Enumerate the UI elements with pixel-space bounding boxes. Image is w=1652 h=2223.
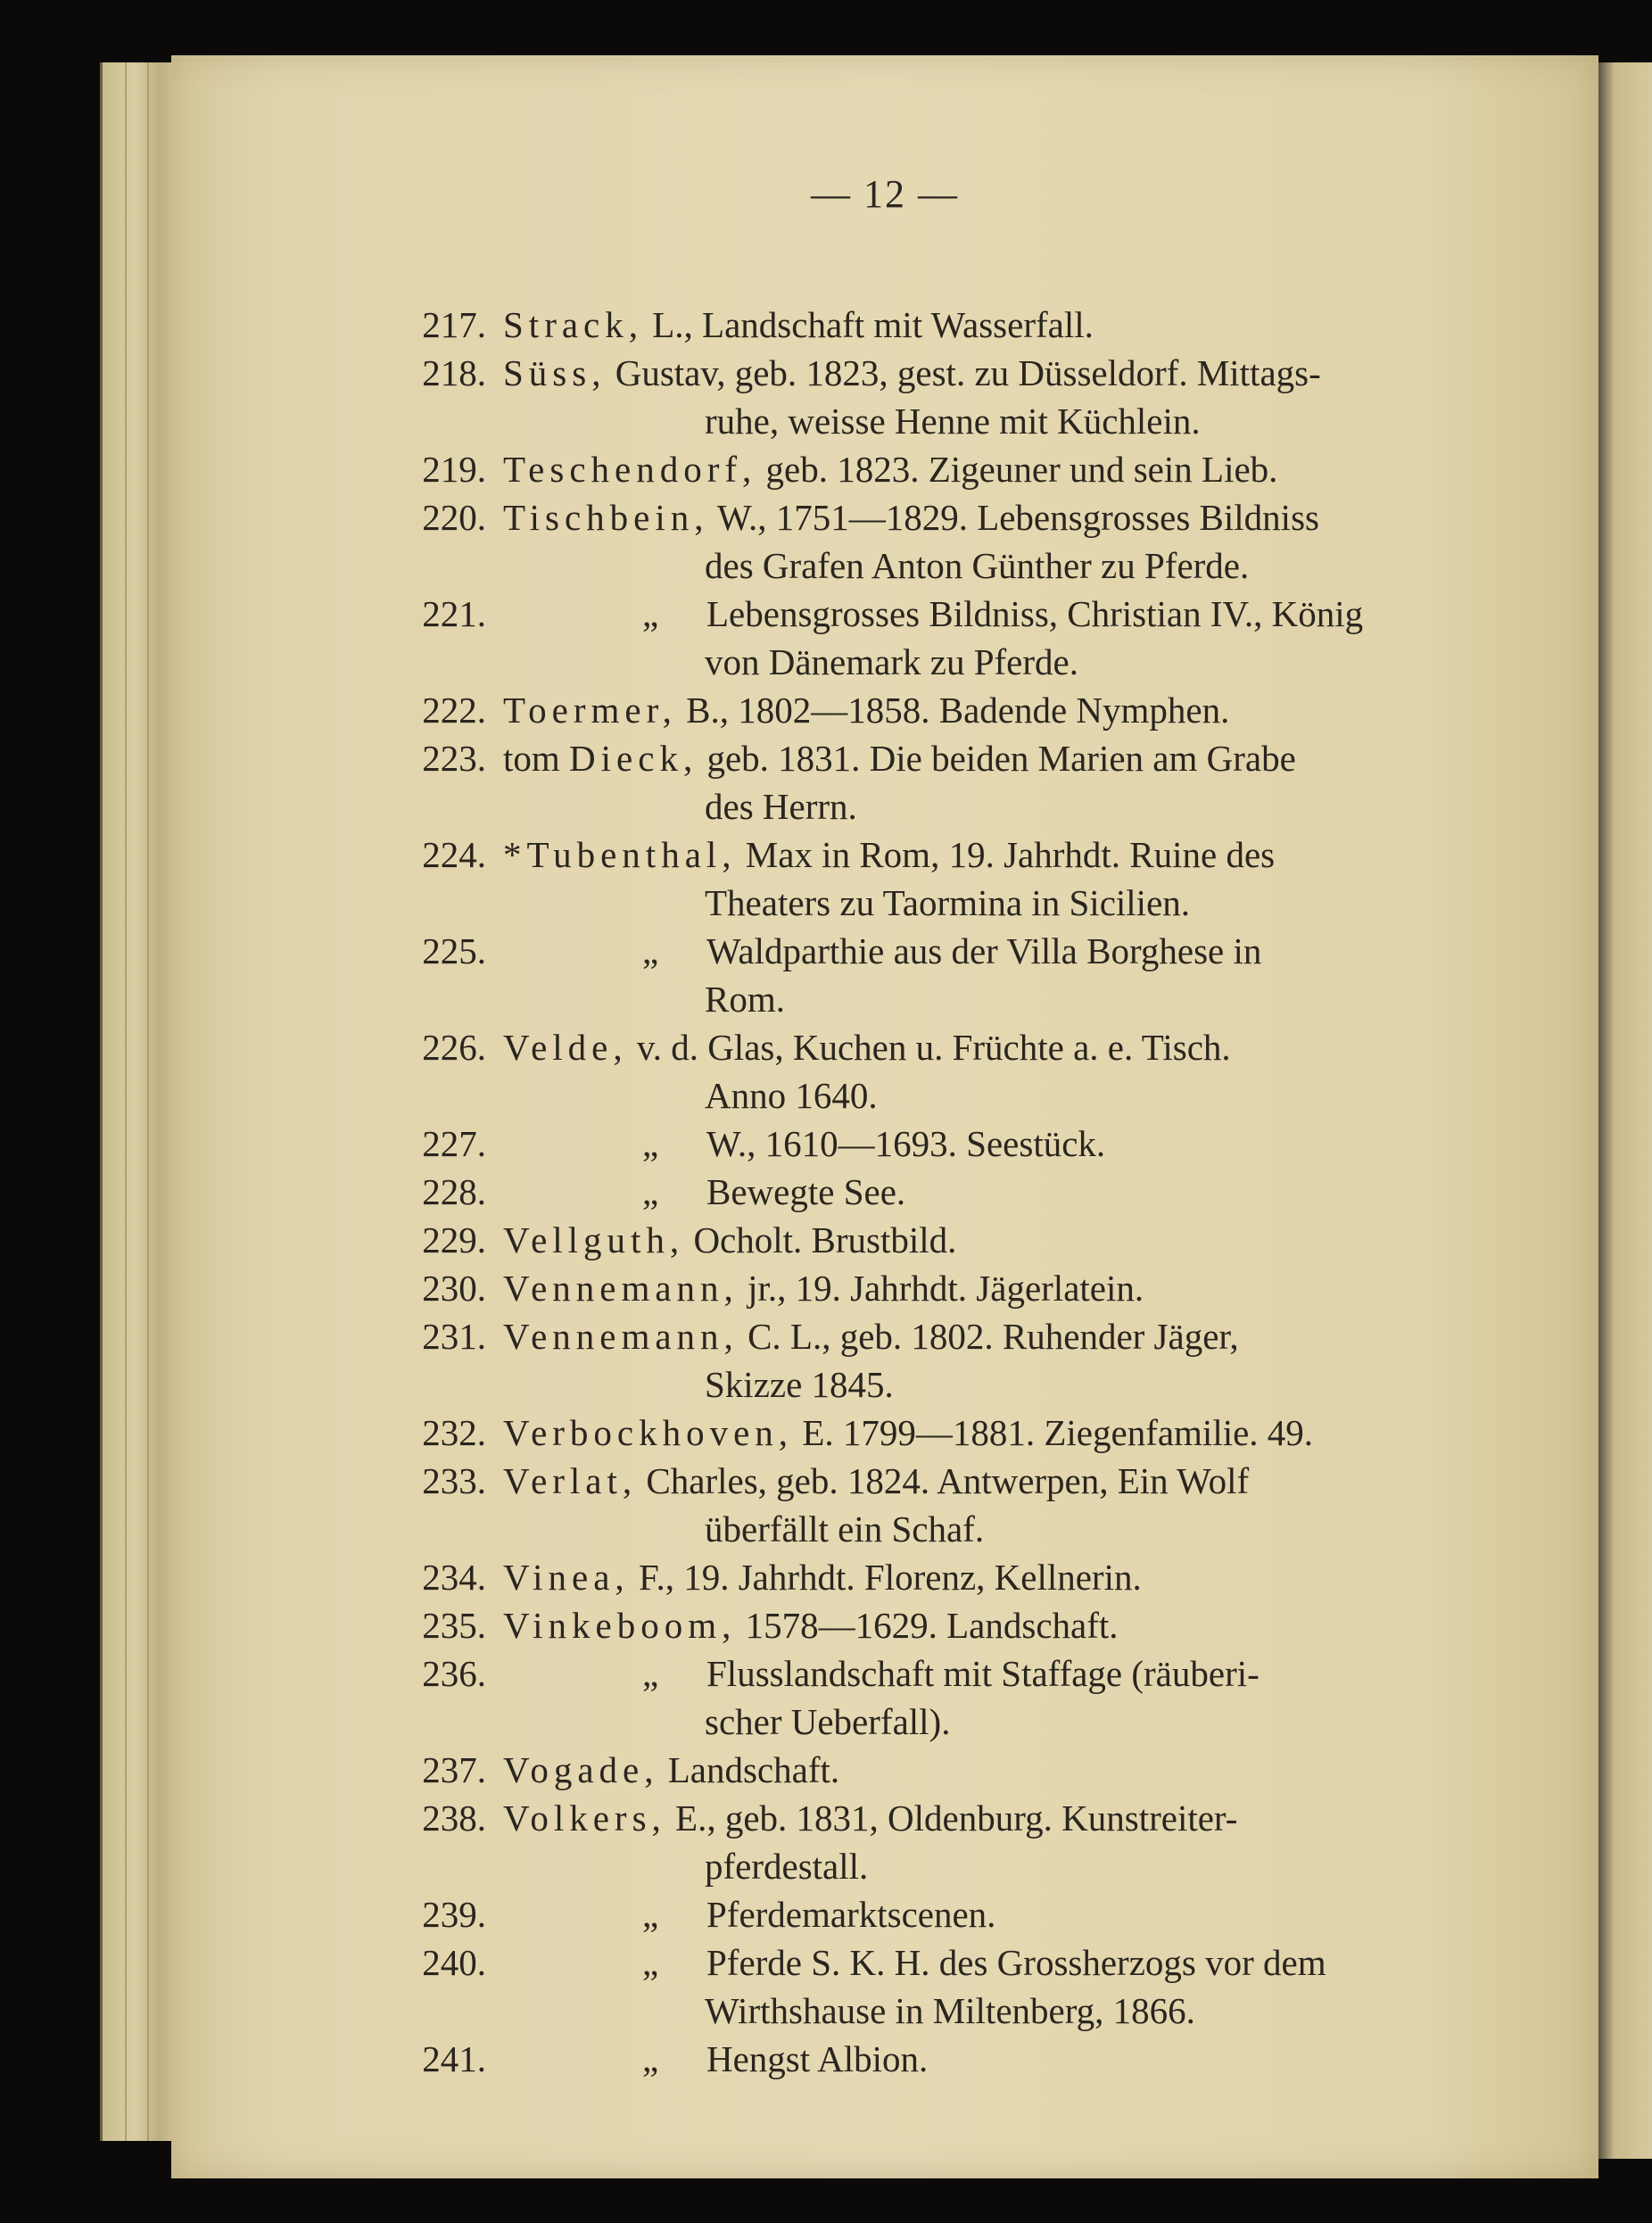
entry-continuation-line — [171, 782, 1598, 831]
entry-continuation-line — [171, 1842, 1598, 1890]
catalogue-entry — [171, 1649, 1598, 1746]
entry-text — [642, 1938, 1652, 1987]
artist-name: Tischbein, — [503, 497, 709, 538]
entry-continuation: Wirthshause in Miltenberg, 1866. — [705, 1990, 1195, 2031]
entry-text — [642, 1168, 1652, 1216]
artist-name: Teschendorf, — [503, 449, 757, 490]
artist-name: Vogade, — [503, 1749, 659, 1790]
entry-text — [642, 2035, 1652, 2083]
entry-continuation: des Herrn. — [705, 786, 857, 827]
entry-number: 229. — [422, 1219, 486, 1260]
catalogue-entry — [171, 927, 1598, 1023]
entry-description: Hengst Albion. — [706, 2038, 929, 2079]
entry-text — [503, 445, 1598, 493]
entry-number: 221. — [422, 593, 486, 634]
entry-number: 217. — [422, 304, 486, 345]
entry-line — [171, 590, 1598, 638]
entry-continuation-line — [171, 638, 1598, 686]
entry-text — [503, 734, 1598, 782]
entry-line — [171, 2035, 1598, 2083]
entry-continuation-line — [171, 541, 1598, 590]
entry-number: 222. — [422, 690, 486, 731]
entry-text — [503, 1457, 1598, 1505]
entry-description: Pferde S. K. H. des Grossherzogs vor dem — [706, 1942, 1326, 1983]
entry-description: jr., 19. Jahrhdt. Jägerlatein. — [738, 1268, 1144, 1309]
entry-description: Gustav, geb. 1823, gest. zu Düsseldorf. Mittags- — [606, 352, 1321, 393]
entry-number: 234. — [422, 1557, 486, 1598]
entry-description: Flusslandschaft mit Staffage (räuberi- — [706, 1653, 1260, 1694]
page-edge-line — [147, 62, 149, 2141]
entry-line — [171, 1457, 1598, 1505]
entry-continuation: ruhe, weisse Henne mit Küchlein. — [705, 401, 1201, 442]
artist-name: *Tubenthal, — [503, 834, 737, 875]
entry-description: C. L., geb. 1802. Ruhender Jäger, — [738, 1316, 1239, 1357]
entry-description: Waldparthie aus der Villa Borghese in — [706, 930, 1262, 971]
catalogue-entry — [171, 1457, 1598, 1553]
catalogue-entry — [171, 1120, 1598, 1168]
entry-line — [171, 445, 1598, 493]
entry-line — [171, 686, 1598, 734]
ditto-mark: „ — [642, 1894, 659, 1935]
entry-text — [503, 493, 1598, 541]
entry-number: 237. — [422, 1749, 486, 1790]
entry-number: 224. — [422, 834, 486, 875]
ditto-mark: „ — [642, 1653, 659, 1694]
entry-description: Bewegte See. — [706, 1171, 906, 1212]
entry-number: 235. — [422, 1605, 486, 1646]
entry-description: geb. 1823. Zigeuner und sein Lieb. — [756, 449, 1278, 490]
ditto-mark: „ — [642, 1123, 659, 1164]
entry-text — [642, 1890, 1652, 1938]
entry-description: E. 1799—1881. Ziegenfamilie. 49. — [793, 1412, 1314, 1453]
entry-line — [171, 1120, 1598, 1168]
entry-text — [503, 686, 1598, 734]
entry-text — [642, 927, 1652, 975]
entry-line — [171, 1409, 1598, 1457]
entry-description: E., geb. 1831, Oldenburg. Kunstreiter- — [665, 1797, 1238, 1839]
entry-text — [642, 590, 1652, 638]
entry-line — [171, 831, 1598, 879]
catalogue-entry — [171, 349, 1598, 445]
entry-line — [171, 1023, 1598, 1071]
entry-text — [503, 1264, 1598, 1312]
catalogue-entry — [171, 590, 1598, 686]
entry-continuation: pferdestall. — [705, 1846, 869, 1887]
entry-text — [503, 1023, 1598, 1071]
entry-text — [503, 1216, 1598, 1264]
entry-line — [171, 1553, 1598, 1601]
entry-line — [171, 1168, 1598, 1216]
catalogue-entry — [171, 445, 1598, 493]
entry-description: Max in Rom, 19. Jahrhdt. Ruine des — [736, 834, 1276, 875]
entry-continuation: überfällt ein Schaf. — [705, 1508, 985, 1549]
artist-name: Vinkeboom, — [503, 1605, 737, 1646]
catalogue-entry — [171, 1601, 1598, 1649]
artist-name: Süss, — [503, 352, 607, 393]
entry-number: 236. — [422, 1653, 486, 1694]
entry-line — [171, 927, 1598, 975]
entry-text — [642, 1120, 1652, 1168]
entry-line — [171, 1746, 1598, 1794]
entry-continuation-line — [171, 1505, 1598, 1553]
artist-name: Dieck, — [569, 738, 698, 779]
catalogue-entry — [171, 493, 1598, 590]
entry-continuation-line — [171, 1698, 1598, 1746]
entry-number: 232. — [422, 1412, 486, 1453]
entry-line — [171, 734, 1598, 782]
ditto-mark: „ — [642, 1171, 659, 1212]
artist-name: Volkers, — [503, 1797, 666, 1839]
entry-description: Lebensgrosses Bildniss, Christian IV., König — [706, 593, 1364, 634]
entry-continuation: Rom. — [705, 979, 785, 1020]
entry-number: 223. — [422, 738, 486, 779]
entry-continuation: Theaters zu Taormina in Sicilien. — [705, 882, 1191, 923]
entry-text — [503, 301, 1598, 349]
entry-number: 227. — [422, 1123, 486, 1164]
artist-name: Vinea, — [503, 1557, 630, 1598]
catalogue-entry — [171, 831, 1598, 927]
entry-description: Landschaft. — [658, 1749, 840, 1790]
catalogue-entry — [171, 734, 1598, 831]
entry-text — [503, 1553, 1598, 1601]
artist-name: Velde, — [503, 1027, 628, 1068]
entry-number: 240. — [422, 1942, 486, 1983]
entry-line — [171, 1938, 1598, 1987]
entry-number: 239. — [422, 1894, 486, 1935]
entry-continuation-line — [171, 1987, 1598, 2035]
entry-number: 233. — [422, 1460, 486, 1501]
artist-name: Verbockhoven, — [503, 1412, 794, 1453]
catalogue-entry — [171, 1938, 1598, 2035]
catalogue-entry — [171, 1553, 1598, 1601]
entry-text — [503, 831, 1598, 879]
entry-description: W., 1610—1693. Seestück. — [706, 1123, 1106, 1164]
entry-continuation: des Grafen Anton Günther zu Pferde. — [705, 545, 1250, 586]
page-number: — 12 — — [811, 172, 959, 216]
entry-continuation-line — [171, 879, 1598, 927]
entry-description: Charles, geb. 1824. Antwerpen, Ein Wolf — [637, 1460, 1250, 1501]
ditto-mark: „ — [642, 930, 659, 971]
entry-description: 1578—1629. Landschaft. — [736, 1605, 1119, 1646]
catalogue-entry — [171, 1746, 1598, 1794]
entry-text — [503, 349, 1598, 397]
catalogue-entry — [171, 301, 1598, 349]
entry-description: Pferdemarktscenen. — [706, 1894, 996, 1935]
entry-description: Ocholt. Brustbild. — [684, 1219, 957, 1260]
entry-line — [171, 1264, 1598, 1312]
entry-line — [171, 1794, 1598, 1842]
artist-prefix: tom — [503, 738, 570, 779]
artist-name: Toermer, — [503, 690, 677, 731]
entry-text — [642, 1649, 1652, 1698]
catalogue-entry — [171, 1264, 1598, 1312]
entry-text — [503, 1312, 1598, 1360]
entry-description: geb. 1831. Die beiden Marien am Grabe — [698, 738, 1296, 779]
entry-continuation-line — [171, 397, 1598, 445]
entry-line — [171, 1649, 1598, 1698]
entry-continuation: Skizze 1845. — [705, 1364, 894, 1405]
entry-description: W., 1751—1829. Lebensgrosses Bildniss — [708, 497, 1319, 538]
artist-name: Verlat, — [503, 1460, 638, 1501]
entry-number: 225. — [422, 930, 486, 971]
entry-continuation-line — [171, 1071, 1598, 1120]
catalogue-entry — [171, 2035, 1598, 2083]
entry-line — [171, 349, 1598, 397]
entry-number: 219. — [422, 449, 486, 490]
entry-continuation-line — [171, 975, 1598, 1023]
entry-number: 231. — [422, 1316, 486, 1357]
entry-text — [503, 1794, 1598, 1842]
entry-line — [171, 301, 1598, 349]
entry-line — [171, 1216, 1598, 1264]
entry-line — [171, 1312, 1598, 1360]
entry-number: 218. — [422, 352, 486, 393]
entry-number: 230. — [422, 1268, 486, 1309]
ditto-mark: „ — [642, 2038, 659, 2079]
entry-continuation: von Dänemark zu Pferde. — [705, 641, 1078, 682]
entry-text — [503, 1746, 1598, 1794]
artist-name: Vellguth, — [503, 1219, 685, 1260]
catalogue-entries — [171, 301, 1598, 2083]
page-edge-line — [125, 62, 127, 2141]
catalogue-entry — [171, 1023, 1598, 1120]
catalogue-entry — [171, 1168, 1598, 1216]
entry-continuation: scher Ueberfall). — [705, 1701, 951, 1742]
artist-name: Vennemann, — [503, 1316, 739, 1357]
facing-page-edge — [1598, 62, 1652, 2159]
artist-name: Strack, — [503, 304, 643, 345]
entry-description: L., Landschaft mit Wasserfall. — [643, 304, 1094, 345]
entry-line — [171, 1890, 1598, 1938]
catalogue-entry — [171, 1216, 1598, 1264]
artist-name: Vennemann, — [503, 1268, 739, 1309]
entry-number: 226. — [422, 1027, 486, 1068]
entry-description: B., 1802—1858. Badende Nymphen. — [676, 690, 1230, 731]
catalogue-entry — [171, 1890, 1598, 1938]
entry-description: F., 19. Jahrhdt. Florenz, Kellnerin. — [629, 1557, 1142, 1598]
entry-text — [503, 1601, 1598, 1649]
entry-continuation: Anno 1640. — [705, 1075, 878, 1116]
catalogue-entry — [171, 1794, 1598, 1890]
catalogue-entry — [171, 1409, 1598, 1457]
entry-number: 228. — [422, 1171, 486, 1212]
catalogue-entry — [171, 686, 1598, 734]
entry-line — [171, 493, 1598, 541]
ditto-mark: „ — [642, 593, 659, 634]
entry-text — [503, 1409, 1598, 1457]
entry-number: 220. — [422, 497, 486, 538]
entry-description: v. d. Glas, Kuchen u. Früchte a. e. Tisch. — [627, 1027, 1231, 1068]
catalogue-entry — [171, 1312, 1598, 1409]
book-page — [171, 55, 1598, 2178]
entry-number: 238. — [422, 1797, 486, 1839]
entry-line — [171, 1601, 1598, 1649]
entry-continuation-line — [171, 1360, 1598, 1409]
ditto-mark: „ — [642, 1942, 659, 1983]
entry-number: 241. — [422, 2038, 486, 2079]
